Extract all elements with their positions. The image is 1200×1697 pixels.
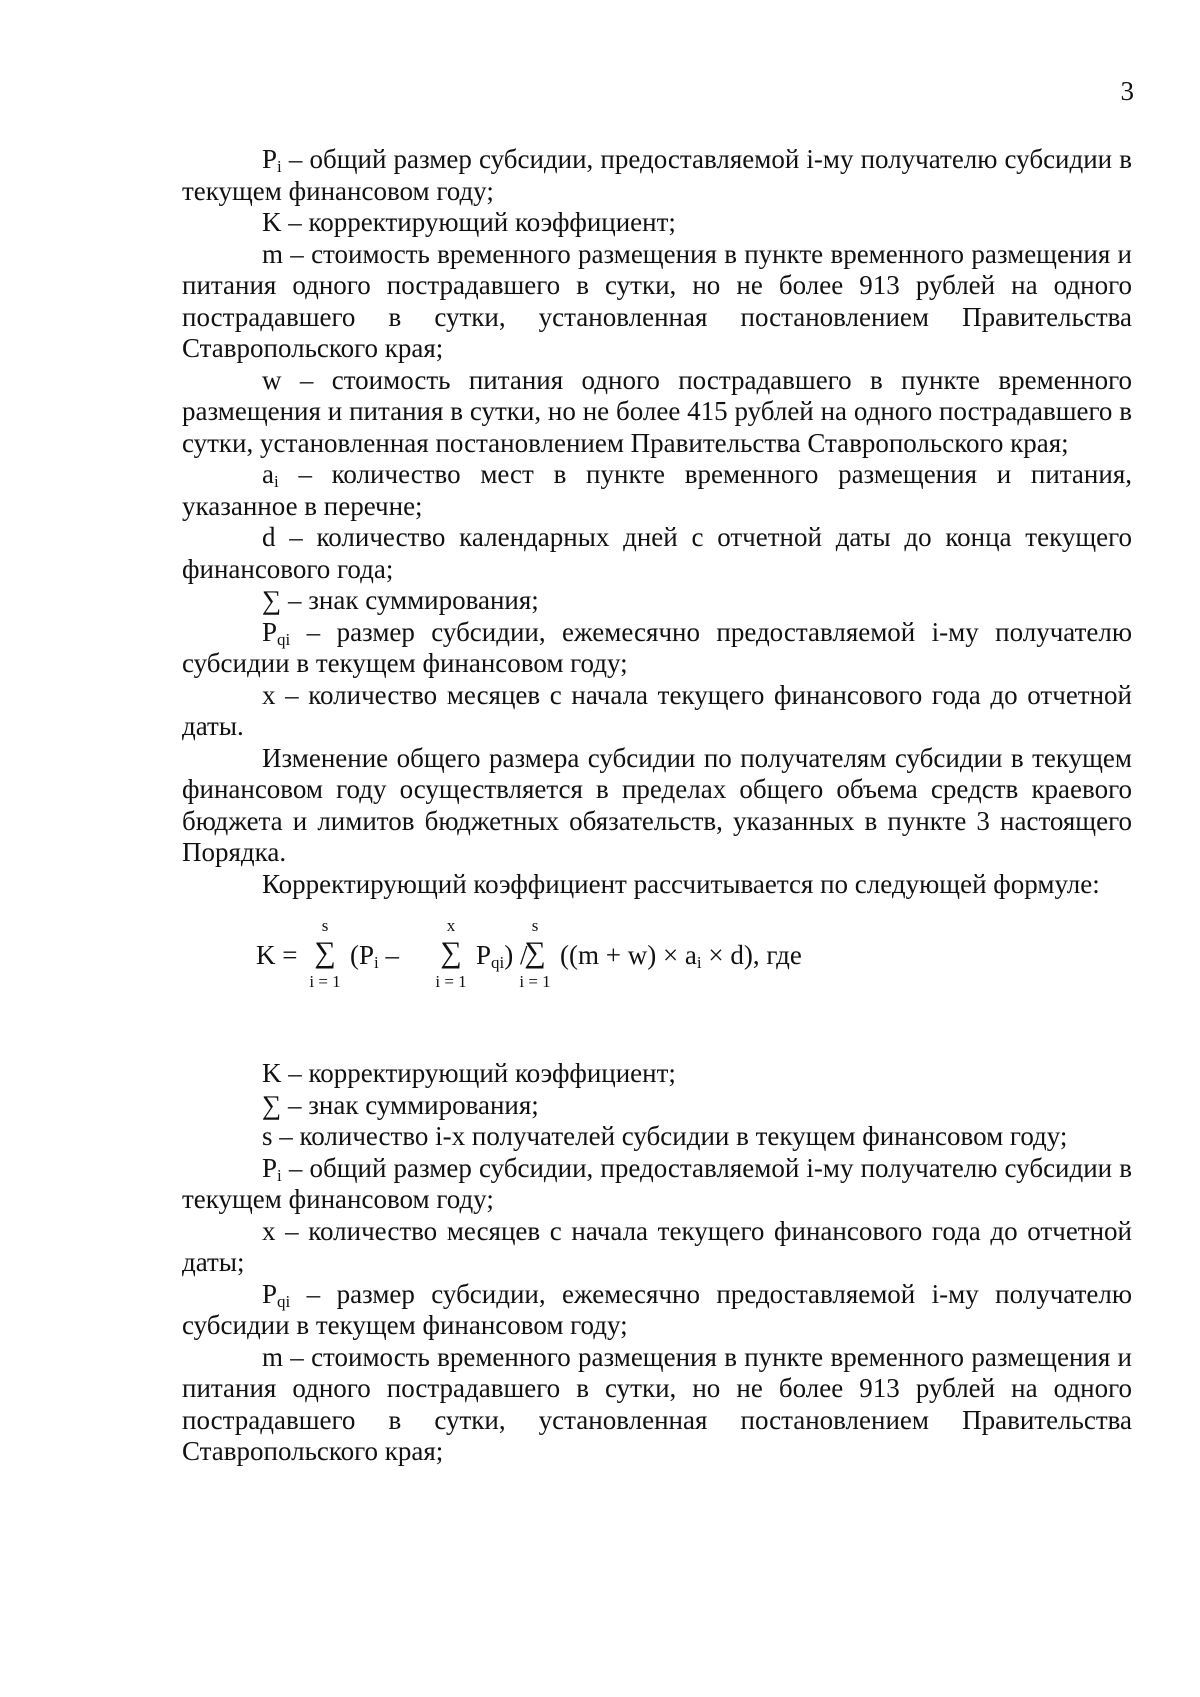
definition-d: d – количество календарных дней с отчетной даты до конца текущего финансового года; <box>182 522 1132 584</box>
definition-m: m – стоимость временного размещения в пункте временного размещения и питания одного пострадавшего в сутки, но не более 913 рублей на одного пострадавшего в сутки, установленная постановлением Правительства Ставропольского края; <box>182 238 1132 363</box>
definition-sum: ∑ – знак суммирования; <box>262 585 539 615</box>
definition-sum-2: ∑ – знак суммирования; <box>262 1089 539 1120</box>
paragraph-formula-intro: Корректирующий коэффициент рассчитывается по следующей формуле: <box>262 868 1100 899</box>
definition-pqi-2: $P_{qi}$ – размер субсидии, ежемесячно предоставляемой i-му получателю субсидии в текущем финансовом году; <box>182 1278 1132 1340</box>
definition-m-2: m – стоимость временного размещения в пункте временного размещения и питания одного пострадавшего в сутки, но не более 913 рублей на одного пострадавшего в сутки, установленная постановлением Правительства Ставропольского края; <box>182 1341 1132 1466</box>
definition-k: K – корректирующий коэффициент; <box>262 207 676 237</box>
page-number: 3 <box>1120 76 1134 106</box>
definition-ai: $a_i$ – количество мест в пункте временного размещения и питания, указанное в перечне; <box>182 459 1132 521</box>
definition-x-2: x – количество месяцев с начала текущего финансового года до отчетной даты; <box>182 1215 1132 1277</box>
definition-w: w – стоимость питания одного пострадавшего в пункте временного размещения и питания в сутки, но не более 415 рублей на одного пострадавшего в сутки, установленная постановлением Правительства Ставропольского края; <box>182 364 1132 458</box>
definition-k-2: K – корректирующий коэффициент; <box>262 1058 676 1088</box>
definition-pi: $P_i$ – общий размер субсидии, предоставляемой i-му получателю субсидии в текущем финансовом году; <box>182 144 1132 206</box>
definition-x: x – количество месяцев с начала текущего финансового года до отчетной даты. <box>182 679 1132 741</box>
paragraph-change: Изменение общего размера субсидии по получателям субсидии в текущем финансовом году осуществляется в пределах общего объема средств краевого бюджета и лимитов бюджетных обязательств, указанных в пункте 3 настоящего Порядка. <box>182 742 1132 867</box>
formula-lhs: K = <box>256 940 298 970</box>
definition-s: s – количество i-х получателей субсидии в текущем финансовом году; <box>262 1121 1068 1151</box>
definition-pi-2: $P_i$ – общий размер субсидии, предоставляемой i-му получателю субсидии в текущем финансовом году; <box>182 1152 1132 1214</box>
definition-pqi: $P_{qi}$ – размер субсидии, ежемесячно предоставляемой i-му получателю субсидии в текущем финансовом году; <box>182 616 1132 678</box>
formula-k: K = s ∑ i = 1 ($P_i$ – x ∑ i = 1 $P_{qi}$) / s ∑ i = 1 $((m + w) \times a_i \times d)$, где <box>256 916 802 991</box>
